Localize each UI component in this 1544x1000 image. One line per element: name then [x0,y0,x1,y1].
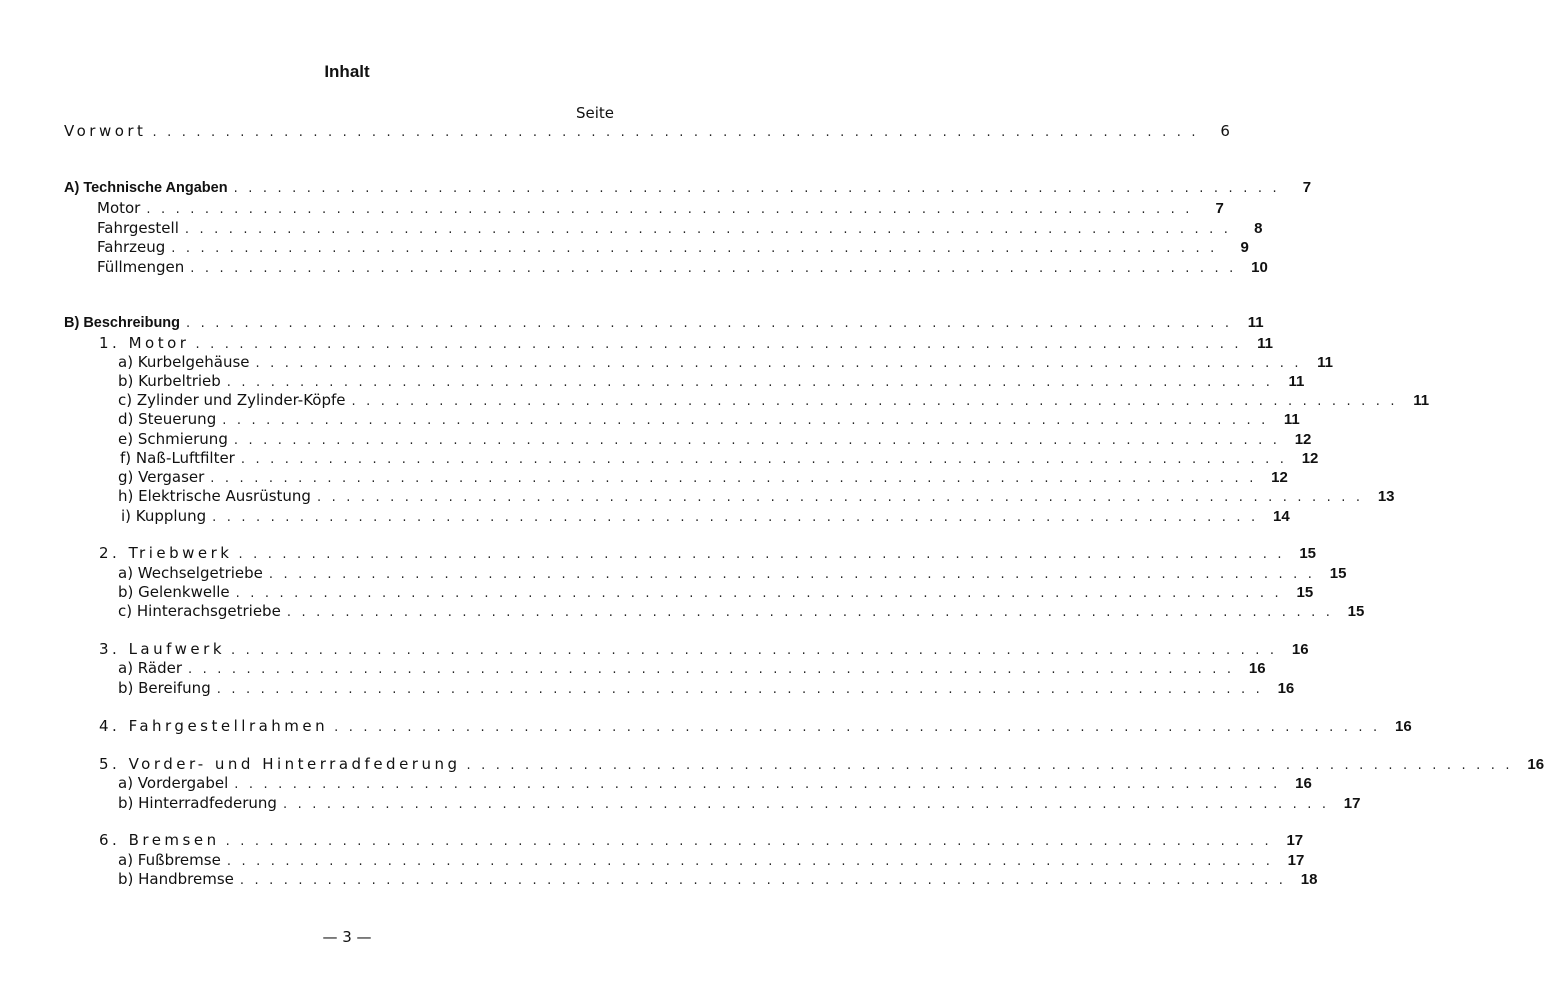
toc-entry-page: 15 [1347,603,1365,620]
toc-entry-handbremse [118,869,1318,889]
toc-entry-motor [97,198,1224,218]
toc-entry-page: 16 [1277,680,1295,697]
toc-entry-page: 12 [1294,431,1312,448]
toc-entry-label: h) Elektrische Ausrüstung [118,487,311,505]
toc-entry-page: 16 [1395,718,1412,735]
toc-entry-label: Vorwort [64,122,147,140]
toc-entry-page: 16 [1295,775,1312,792]
toc-entry-label: Motor [97,199,141,217]
toc-entry-page: 8 [1254,220,1263,237]
toc-entry-hinterradfederung [118,793,1361,813]
page-title: Inhalt [324,62,370,81]
toc-entry-label: c) Hinterachsgetriebe [118,602,281,620]
toc-entry-label: e) Schmierung [118,430,228,448]
toc-entry-label: 5. Vorder- und Hinterradfederung [99,755,461,773]
page-number: — 3 — [322,928,372,946]
toc-entry-vordergabel [118,773,1312,793]
toc-entry-label: a) Räder [118,659,183,677]
toc-entry-zylinder [118,390,1430,410]
toc-chapter-laufwerk [99,639,1309,659]
toc-section-b [64,313,1264,333]
toc-entry-label: b) Gelenkwelle [118,583,230,601]
leader-dots: ........................................................................ [268,567,1323,582]
toc-chapter-triebwerk [99,543,1317,563]
toc-entry-page: 11 [1288,373,1305,390]
leader-dots: ........................................................................ [186,316,1240,331]
toc-entry-label: 4. Fahrgestellrahmen [99,717,329,735]
toc-entry-page: 16 [1291,641,1309,658]
leader-dots: ........................................................................ [225,834,1280,849]
toc-entry-page: 7 [1215,200,1224,217]
leader-dots: ........................................................................ [316,490,1371,505]
leader-dots: ........................................................................ [212,510,1266,525]
toc-entry-page: 12 [1301,450,1319,467]
toc-entry-page: 16 [1527,756,1544,773]
leader-dots: ........................................................................ [233,181,1288,196]
leader-dots: ........................................................................ [234,777,1288,792]
leader-dots: ........................................................................ [184,222,1239,237]
toc-entry-label: Fahrzeug [97,238,166,256]
toc-entry-page: 6 [1220,122,1230,140]
toc-section-a [64,178,1312,198]
toc-entry-page: 9 [1240,239,1249,256]
toc-entry-label: c) Zylinder und Zylinder-Köpfe [118,391,346,409]
toc-entry-kurbelgehaeuse [118,352,1334,372]
toc-entry-fahrgestell [97,218,1263,238]
leader-dots: ........................................................................ [235,586,1290,601]
leader-dots: ........................................................................ [233,433,1288,448]
toc-entry-schmierung [118,429,1312,449]
leader-dots: ........................................................................ [210,471,1264,486]
toc-entry-page: 18 [1300,871,1318,888]
toc-entry-label: b) Kurbeltrieb [118,372,221,390]
toc-chapter-bremsen [99,830,1304,850]
toc-entry-label: i) Kupplung [121,507,207,525]
toc-entry-label: 2. Triebwerk [99,544,233,562]
leader-dots: ........................................................................ [146,202,1200,217]
toc-entry-page: 12 [1271,469,1288,486]
toc-entry-page: 11 [1317,354,1334,371]
leader-dots: ........................................................................ [231,643,1285,658]
toc-chapter-motor [99,333,1273,353]
toc-entry-label: a) Kurbelgehäuse [118,353,250,371]
toc-entry-page: 14 [1272,508,1290,525]
toc-entry-label: Fahrgestell [97,219,179,237]
leader-dots: ........................................................................ [286,605,1341,620]
toc-entry-page: 15 [1299,545,1317,562]
toc-entry-label: b) Handbremse [118,870,234,888]
toc-chapter-federung [99,754,1544,774]
toc-entry-page: 17 [1287,852,1305,869]
toc-entry-kupplung [121,506,1290,526]
toc-entry-vorwort [64,121,1230,141]
toc-entry-steuerung [118,409,1300,429]
toc-entry-hinterachsgetriebe [118,601,1365,621]
toc-entry-page: 13 [1377,488,1395,505]
toc-entry-raeder [118,658,1266,678]
toc-entry-label: B) Beschreibung [64,315,181,331]
toc-entry-label: 3. Laufwerk [99,640,226,658]
leader-dots: ........................................................................ [351,394,1406,409]
leader-dots: ........................................................................ [238,547,1293,562]
toc-entry-page: 10 [1251,259,1268,276]
page-column-header: Seite [575,104,614,122]
toc-entry-elektrische-ausruestung [118,486,1395,506]
toc-entry-fussbremse [118,850,1305,870]
toc-entry-page: 16 [1248,660,1266,677]
toc-entry-fuellmengen [97,257,1268,277]
toc-entry-label: a) Wechselgetriebe [118,564,263,582]
toc-entry-page: 17 [1286,832,1304,849]
toc-entry-page: 11 [1257,335,1273,352]
leader-dots: ........................................................................ [334,720,1388,735]
toc-entry-label: f) Naß-Luftfilter [120,449,235,467]
toc-entry-bereifung [118,678,1295,698]
toc-entry-vergaser [118,467,1288,487]
leader-dots: ........................................................................ [466,758,1521,773]
toc-entry-label: Füllmengen [97,258,185,276]
toc-entry-page: 11 [1413,392,1430,409]
leader-dots: ........................................................................ [152,125,1206,140]
leader-dots: ........................................................................ [226,375,1281,390]
toc-entry-kurbeltrieb [118,371,1305,391]
leader-dots: ........................................................................ [190,261,1244,276]
toc-entry-label: a) Vordergabel [118,774,229,792]
toc-entry-gelenkwelle [118,582,1314,602]
toc-entry-page: 15 [1329,565,1347,582]
toc-entry-label: d) Steuerung [118,410,217,428]
toc-entry-label: b) Bereifung [118,679,211,697]
toc-entry-label: 6. Bremsen [99,831,220,849]
leader-dots: ........................................................................ [282,797,1337,812]
leader-dots: ........................................................................ [216,682,1271,697]
toc-entry-label: a) Fußbremse [118,851,221,869]
leader-dots: ........................................................................ [222,413,1276,428]
toc-entry-label: b) Hinterradfederung [118,794,277,812]
toc-entry-page: 15 [1296,584,1314,601]
toc-entry-page: 7 [1302,179,1312,196]
leader-dots: ........................................................................ [226,854,1281,869]
toc-chapter-fahrgestellrahmen [99,716,1412,736]
leader-dots: ........................................................................ [195,337,1249,352]
leader-dots: ........................................................................ [240,452,1295,467]
leader-dots: ........................................................................ [239,873,1294,888]
toc-entry-fahrzeug [97,237,1249,257]
toc-entry-page: 11 [1283,411,1300,428]
toc-entry-page: 17 [1343,795,1361,812]
leader-dots: ........................................................................ [171,241,1225,256]
toc-entry-label: 1. Motor [99,334,190,352]
toc-entry-page: 11 [1247,314,1264,331]
toc-entry-nassluftfilter [120,448,1319,468]
leader-dots: ........................................................................ [255,356,1310,371]
toc-entry-wechselgetriebe [118,563,1347,583]
leader-dots: ........................................................................ [188,662,1242,677]
toc-entry-label: g) Vergaser [118,468,205,486]
toc-entry-label: A) Technische Angaben [64,180,228,196]
